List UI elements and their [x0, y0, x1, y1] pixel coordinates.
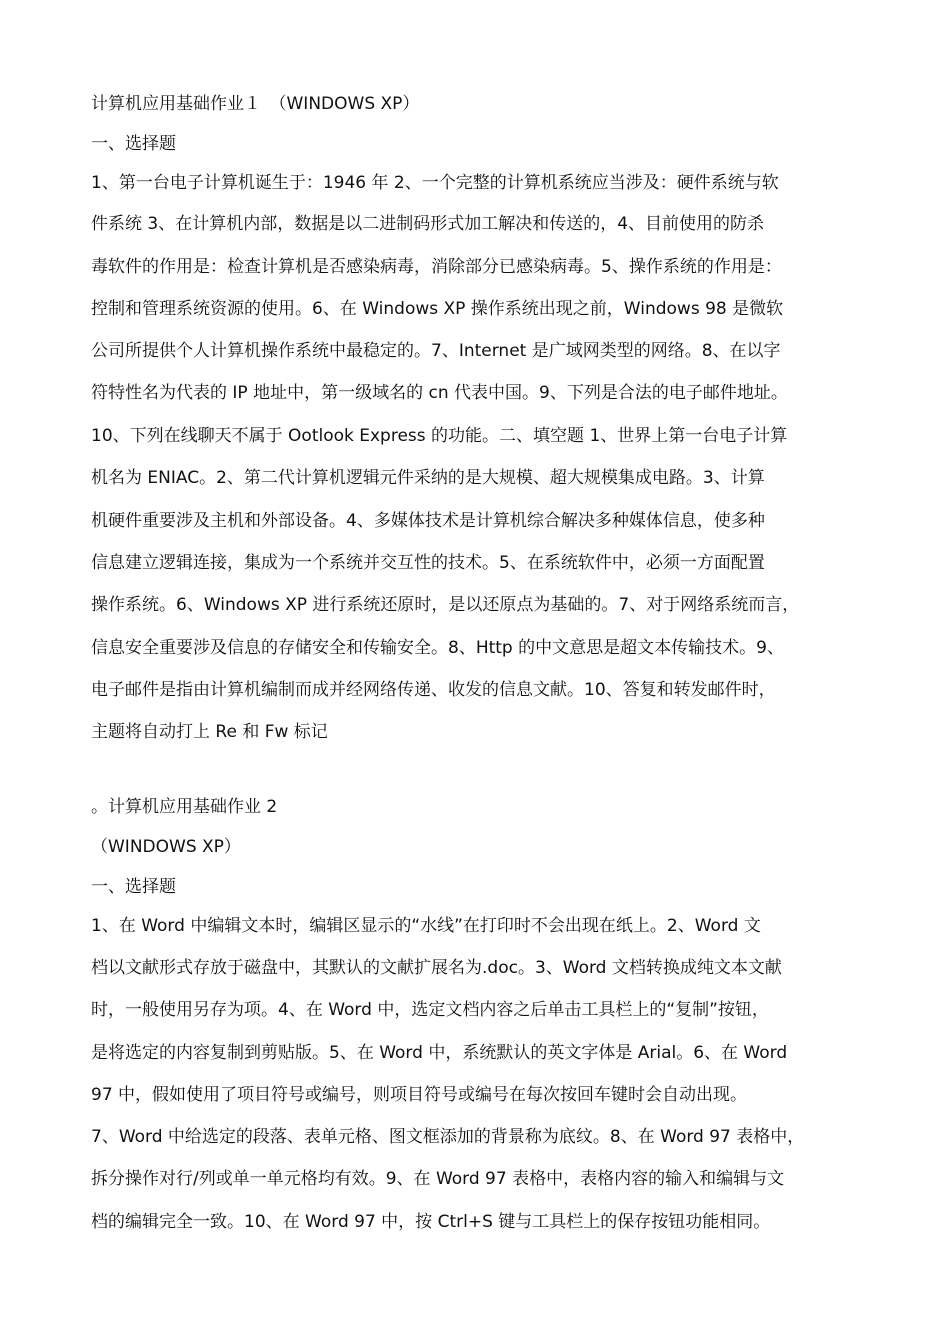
doc1-title: 计算机应用基础作业１ （WINDOWS XP） [91, 94, 420, 114]
doc1-paragraph-line: 信息建立逻辑连接，集成为一个系统并交互性的技术。5、在系统软件中，必须一方面配置 [91, 553, 765, 573]
doc2-paragraph-line: 拆分操作对行/列或单一单元格均有效。9、在 Word 97 表格中，表格内容的输入和编辑与文 [91, 1169, 785, 1189]
doc1-paragraph-line: 信息安全重要涉及信息的存储安全和传输安全。8、Http 的中文意思是超文本传输技术。9、 [91, 638, 784, 658]
doc1-paragraph-line: 毒软件的作用是：检查计算机是否感染病毒，消除部分已感染病毒。5、操作系统的作用是： [91, 257, 782, 277]
doc1-paragraph-line: 控制和管理系统资源的使用。6、在 Windows XP 操作系统出现之前，Windows 98 是微软 [91, 299, 784, 319]
doc2-paragraph-line: 1、在 Word 中编辑文本时，编辑区显示的“水线”在打印时不会出现在纸上。2、Word 文 [91, 916, 761, 936]
doc2-title: 。计算机应用基础作业 2 [91, 797, 278, 817]
doc1-paragraph-line: 机硬件重要涉及主机和外部设备。4、多媒体技术是计算机综合解决多种媒体信息，使多种 [91, 511, 765, 531]
doc2-section-heading: 一、选择题 [91, 877, 176, 897]
doc1-section-heading: 一、选择题 [91, 134, 176, 154]
doc1-paragraph-line: 操作系统。6、Windows XP 进行系统还原时，是以还原点为基础的。7、对于网络系统而言， [91, 595, 800, 615]
doc2-paragraph-line: 是将选定的内容复制到剪贴版。5、在 Word 中，系统默认的英文字体是 Arial。6、在 Word [91, 1043, 788, 1063]
doc1-paragraph-line: 机名为 ENIAC。2、第二代计算机逻辑元件采纳的是大规模、超大规模集成电路。3、计算 [91, 468, 765, 488]
doc2-subtitle: （WINDOWS XP） [91, 837, 241, 857]
doc1-paragraph-line: 主题将自动打上 Re 和 Fw 标记 [91, 722, 328, 742]
doc1-paragraph-line: 1、第一台电子计算机诞生于：1946 年 2、一个完整的计算机系统应当涉及：硬件系统与软 [91, 173, 779, 193]
doc1-paragraph-line: 符特性名为代表的 IP 地址中，第一级域名的 cn 代表中国。9、下列是合法的电子邮件地址。 [91, 383, 788, 403]
doc2-paragraph-line: 档的编辑完全一致。10、在 Word 97 中，按 Ctrl+S 键与工具栏上的保存按钮功能相同。 [91, 1212, 771, 1232]
doc1-paragraph-line: 电子邮件是指由计算机编制而成并经网络传递、收发的信息文献。10、答复和转发邮件时， [91, 680, 776, 700]
doc2-paragraph-line: 时，一般使用另存为项。4、在 Word 中，选定文档内容之后单击工具栏上的“复制”按钮， [91, 1000, 769, 1020]
doc2-paragraph-line: 7、Word 中给选定的段落、表单元格、图文框添加的背景称为底纹。8、在 Word 97 表格中， [91, 1127, 805, 1147]
doc2-paragraph-line: 97 中，假如使用了项目符号或编号，则项目符号或编号在每次按回车键时会自动出现。 [91, 1085, 748, 1105]
doc2-paragraph-line: 档以文献形式存放于磁盘中，其默认的文献扩展名为.doc。3、Word 文档转换成纯文本文献 [91, 958, 782, 978]
doc1-paragraph-line: 10、下列在线聊天不属于 Ootlook Express 的功能。二、填空题 1、世界上第一台电子计算 [91, 426, 788, 446]
doc1-paragraph-line: 公司所提供个人计算机操作系统中最稳定的。7、Internet 是广域网类型的网络。8、在以字 [91, 341, 781, 361]
doc1-paragraph-line: 件系统 3、在计算机内部，数据是以二进制码形式加工解决和传送的，4、目前使用的防杀 [91, 214, 765, 234]
